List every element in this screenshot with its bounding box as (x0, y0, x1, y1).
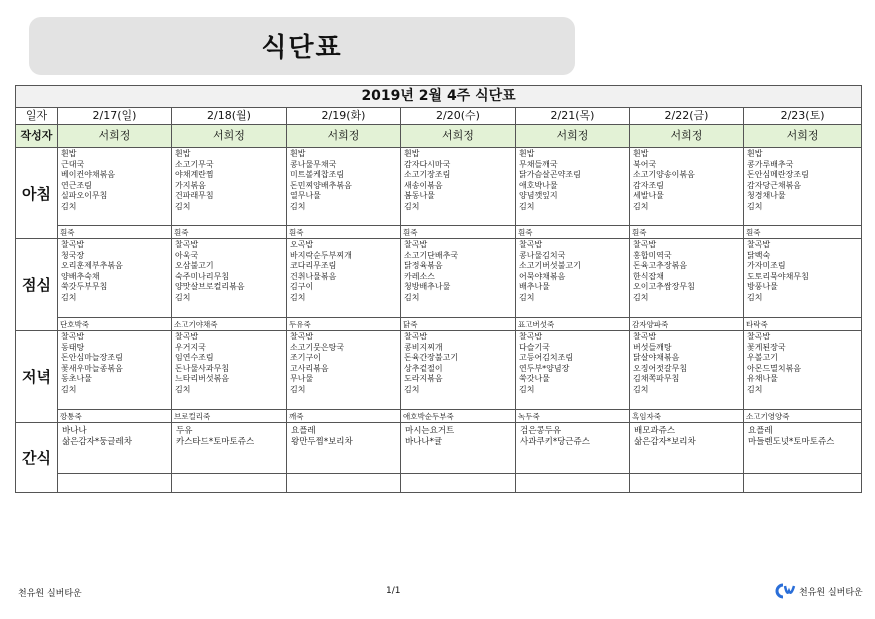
dinner_extra-row (16, 410, 862, 423)
menu-item: 찰곡밥 (290, 332, 314, 341)
menu-item: 소고기양송이볶음 (633, 170, 695, 180)
menu-item: 무나물 (290, 374, 314, 384)
porridge-cell: 소고기영양죽 (744, 410, 862, 423)
writer-cell: 서희정 (744, 125, 862, 148)
title-banner (29, 17, 575, 75)
menu-item: 감자다시마국 (404, 159, 451, 169)
menu-item: 찰곡밥 (61, 332, 85, 341)
menu-item: 유채나물 (747, 374, 778, 384)
menu-item: 숙주미나리무침 (175, 271, 230, 281)
menu-item: 찰곡밥 (519, 332, 543, 341)
menu-item: 닭살야채볶음 (633, 353, 680, 363)
dinner-menu-cell (172, 331, 287, 410)
menu-item: 콩나물무채국 (290, 159, 337, 169)
writer-row (16, 125, 862, 148)
blank-cell (172, 474, 287, 493)
dinner-label: 저녁 (16, 331, 58, 423)
porridge-cell: 두유죽 (287, 318, 401, 331)
brand-icon (774, 582, 796, 600)
menu-item: 김치 (175, 201, 191, 211)
menu-item: 우거지국 (175, 342, 206, 352)
dinner-menu-cell (744, 331, 862, 410)
menu-item: 돈안심마늘장조림 (61, 353, 123, 363)
blank-cell (516, 474, 630, 493)
porridge-cell: 애호박순두부죽 (401, 410, 516, 423)
snack-row (16, 423, 862, 474)
menu-item: 흰밥 (633, 149, 649, 158)
writer-cell: 서희정 (287, 125, 401, 148)
dinner-menu-cell (516, 331, 630, 410)
snack-item: 요플레 (291, 426, 316, 436)
menu-item: 임연수조림 (175, 353, 214, 363)
snack-cell (172, 423, 287, 474)
breakfast-menu-cell (630, 148, 744, 226)
menu-item: 방풍나물 (747, 282, 778, 292)
snack-item: 검은콩두유 (520, 426, 562, 436)
breakfast-menu-cell (287, 148, 401, 226)
snack-item: 바나나 (62, 426, 87, 436)
menu-item: 돈나물사과무침 (175, 363, 230, 373)
menu-item: 소고기단배추국 (404, 250, 459, 260)
blank-cell (630, 474, 744, 493)
dinner-menu-cell (58, 331, 172, 410)
menu-item: 찰곡밥 (633, 240, 657, 249)
menu-item: 감자당근채볶음 (747, 180, 802, 190)
breakfast-menu-cell (58, 148, 172, 226)
lunch-menu-cell (287, 239, 401, 318)
breakfast-menu-cell (516, 148, 630, 226)
menu-item: 콩가루배추국 (747, 159, 794, 169)
porridge-cell: 흰죽 (287, 226, 401, 239)
snack-cell (516, 423, 630, 474)
menu-item: 닭정육볶음 (404, 261, 443, 271)
menu-item: 김치 (519, 292, 535, 302)
menu-item: 찰곡밥 (519, 240, 543, 249)
snack-cell (630, 423, 744, 474)
menu-item: 오곡밥 (290, 240, 314, 249)
menu-item: 김치 (290, 292, 306, 302)
menu-item: 연근조림 (61, 180, 92, 190)
menu-item: 조기구이 (290, 353, 321, 363)
day-label: 일자 (16, 108, 58, 125)
menu-item: 찰곡밥 (175, 332, 199, 341)
menu-item: 아욱국 (175, 250, 199, 260)
menu-item: 버섯들깨탕 (633, 342, 672, 352)
menu-item: 찰곡밥 (404, 332, 428, 341)
snack-item: 마들렌도넛*토마토쥬스 (748, 437, 835, 447)
writer-cell: 서희정 (516, 125, 630, 148)
porridge-cell: 흰죽 (516, 226, 630, 239)
lunch-menu-cell (58, 239, 172, 318)
menu-item: 김치 (519, 201, 535, 211)
menu-item: 찰곡밥 (747, 240, 771, 249)
menu-item: 김치 (633, 201, 649, 211)
menu-item: 오리훈제부추볶음 (61, 261, 123, 271)
menu-item: 흰밥 (175, 149, 191, 158)
menu-item: 아몬드멸치볶음 (747, 363, 802, 373)
menu-item: 한식잡채 (633, 271, 664, 281)
menu-item: 근대국 (61, 159, 85, 169)
menu-item: 김구이 (290, 282, 314, 292)
menu-item: 양맛살브로컬리볶음 (175, 282, 245, 292)
writer-label: 작성자 (16, 125, 58, 148)
lunch-menu-cell (401, 239, 516, 318)
menu-item: 건취나물볶음 (290, 271, 337, 281)
snack-cell (58, 423, 172, 474)
menu-item: 쑥갓나물 (519, 374, 550, 384)
lunch-menu-cell (172, 239, 287, 318)
menu-item: 다슬기국 (519, 342, 550, 352)
menu-item: 닭백숙 (747, 250, 771, 260)
menu-item: 김치 (633, 384, 649, 394)
menu-item: 콩비지찌개 (404, 342, 443, 352)
porridge-cell: 단호박죽 (58, 318, 172, 331)
menu-item: 청방배추나물 (404, 282, 451, 292)
snack-item: 왕만두찜*보리차 (291, 437, 353, 447)
lunch_extra-row (16, 318, 862, 331)
snack-blank-row (16, 474, 862, 493)
menu-item: 양배추숙채 (61, 271, 100, 281)
lunch-menu-cell (744, 239, 862, 318)
porridge-cell: 흰죽 (744, 226, 862, 239)
snack-item: 마시는요거트 (405, 426, 455, 436)
menu-item: 소고기무국 (175, 159, 214, 169)
menu-table (15, 85, 862, 493)
porridge-cell: 깡통죽 (58, 410, 172, 423)
porridge-cell: 표고버섯죽 (516, 318, 630, 331)
breakfast-menu-cell (401, 148, 516, 226)
menu-item: 찰곡밥 (633, 332, 657, 341)
menu-item: 김치 (404, 201, 420, 211)
lunch-menu-cell (516, 239, 630, 318)
menu-item: 김치 (175, 384, 191, 394)
snack-cell (744, 423, 862, 474)
menu-item: 열무나물 (290, 191, 321, 201)
writer-cell: 서희정 (630, 125, 744, 148)
snack-item: 카스타드*토마토쥬스 (176, 437, 255, 447)
breakfast-row (16, 148, 862, 226)
menu-item: 콩나물김치국 (519, 250, 566, 260)
menu-item: 쑥갓두부무침 (61, 282, 108, 292)
menu-item: 찰곡밥 (61, 240, 85, 249)
menu-item: 북어국 (633, 159, 657, 169)
menu-item: 감자조림 (633, 180, 664, 190)
menu-item: 흰밥 (404, 149, 420, 158)
menu-item: 찰곡밥 (404, 240, 428, 249)
menu-item: 꽃게된장국 (747, 342, 786, 352)
day-header: 2/23(토) (744, 108, 862, 125)
porridge-cell: 흑임자죽 (630, 410, 744, 423)
porridge-cell: 흰죽 (630, 226, 744, 239)
blank-cell (287, 474, 401, 493)
porridge-cell: 깨죽 (287, 410, 401, 423)
writer-cell: 서희정 (58, 125, 172, 148)
menu-item: 바지락순두부찌개 (290, 250, 352, 260)
menu-item: 고등어김치조림 (519, 353, 574, 363)
snack-item: 삶은감자*둥글레차 (62, 437, 132, 447)
menu-item: 우볼고기 (747, 353, 778, 363)
day-header: 2/17(일) (58, 108, 172, 125)
snack-item: 배모과쥬스 (634, 426, 676, 436)
menu-item: 청국장 (61, 250, 85, 260)
page-title: 식단표 (261, 33, 343, 63)
brand-name: 천유원 실버타운 (799, 587, 863, 598)
blank-cell (58, 474, 172, 493)
lunch-row (16, 239, 862, 318)
menu-item: 돈육고추장볶음 (633, 261, 688, 271)
menu-item: 소고기버섯불고기 (519, 261, 581, 271)
menu-item: 김치 (747, 384, 763, 394)
porridge-cell: 감자양파죽 (630, 318, 744, 331)
menu-item: 김치 (61, 201, 77, 211)
menu-item: 고사리볶음 (290, 363, 329, 373)
menu-item: 새송이볶음 (404, 180, 443, 190)
day-header: 2/19(화) (287, 108, 401, 125)
menu-item: 동태탕 (61, 342, 85, 352)
page-number: 1/1 (386, 586, 401, 596)
menu-item: 도토리묵야채무침 (747, 271, 809, 281)
lunch-label: 점심 (16, 239, 58, 331)
day-header: 2/20(수) (401, 108, 516, 125)
dinner-row (16, 331, 862, 410)
menu-item: 세발나물 (633, 191, 664, 201)
menu-item: 실파오이무침 (61, 191, 108, 201)
menu-item: 돈민찌양배추볶음 (290, 180, 352, 190)
dinner-menu-cell (630, 331, 744, 410)
menu-item: 오이고추쌈장무침 (633, 282, 695, 292)
menu-item: 김치 (404, 384, 420, 394)
breakfast-menu-cell (172, 148, 287, 226)
porridge-cell: 타락죽 (744, 318, 862, 331)
menu-item: 베이컨야채볶음 (61, 170, 116, 180)
menu-item: 김치 (747, 201, 763, 211)
menu-item: 닭가슴살곤약조림 (519, 170, 581, 180)
menu-item: 소고기뭇은탕국 (290, 342, 345, 352)
writer-cell: 서희정 (172, 125, 287, 148)
menu-item: 김치 (633, 292, 649, 302)
writer-cell: 서희정 (401, 125, 516, 148)
menu-item: 코다리무조림 (290, 261, 337, 271)
menu-item: 흰밥 (290, 149, 306, 158)
menu-item: 흰밥 (61, 149, 77, 158)
snack-item: 바나나*귤 (405, 437, 443, 447)
menu-item: 찰곡밥 (747, 332, 771, 341)
snack-cell (401, 423, 516, 474)
menu-item: 느타리버섯볶음 (175, 374, 230, 384)
menu-item: 돈안심메란장조림 (747, 170, 809, 180)
menu-item: 흰밥 (519, 149, 535, 158)
snack-label: 간식 (16, 423, 58, 493)
lunch-menu-cell (630, 239, 744, 318)
menu-item: 봄동나물 (404, 191, 435, 201)
menu-item: 가자미조림 (747, 261, 786, 271)
menu-item: 흰밥 (747, 149, 763, 158)
day-header: 2/21(목) (516, 108, 630, 125)
porridge-cell: 녹두죽 (516, 410, 630, 423)
blank-cell (744, 474, 862, 493)
menu-item: 김치 (175, 292, 191, 302)
dinner-menu-cell (287, 331, 401, 410)
menu-item: 오징어젓갈무침 (633, 363, 688, 373)
snack-item: 요플레 (748, 426, 773, 436)
menu-item: 건파래무침 (175, 191, 214, 201)
snack-item: 삶은감자*보리차 (634, 437, 696, 447)
menu-item: 카레소스 (404, 271, 435, 281)
porridge-cell: 흰죽 (58, 226, 172, 239)
footer-org: 천유원 실버타운 (18, 589, 82, 599)
menu-item: 도라지볶음 (404, 374, 443, 384)
menu-item: 김치 (61, 292, 77, 302)
porridge-cell: 흰죽 (172, 226, 287, 239)
menu-item: 김채쪽파무침 (633, 374, 680, 384)
menu-item: 김치 (404, 292, 420, 302)
menu-item: 홍합미역국 (633, 250, 672, 260)
porridge-cell: 닭죽 (401, 318, 516, 331)
day-header: 2/22(금) (630, 108, 744, 125)
menu-item: 김치 (290, 201, 306, 211)
blank-cell (401, 474, 516, 493)
breakfast-label: 아침 (16, 148, 58, 239)
menu-item: 김치 (519, 384, 535, 394)
dinner-menu-cell (401, 331, 516, 410)
menu-item: 동초나물 (61, 374, 92, 384)
breakfast-menu-cell (744, 148, 862, 226)
menu-item: 미트볼케찹조림 (290, 170, 345, 180)
menu-item: 상추겉절이 (404, 363, 443, 373)
menu-item: 찰곡밥 (175, 240, 199, 249)
day-header-row (16, 108, 862, 125)
menu-item: 가지볶음 (175, 180, 206, 190)
menu-item: 오삼불고기 (175, 261, 214, 271)
menu-item: 꽃새우마늘종볶음 (61, 363, 123, 373)
brand-logo (774, 582, 863, 600)
snack-item: 두유 (176, 426, 193, 436)
menu-item: 배추나물 (519, 282, 550, 292)
menu-item: 야채계란찜 (175, 170, 214, 180)
menu-item: 양념깻잎지 (519, 191, 558, 201)
menu-item: 소고기장조림 (404, 170, 451, 180)
menu-item: 무채들깨국 (519, 159, 558, 169)
snack-cell (287, 423, 401, 474)
menu-item: 김치 (61, 384, 77, 394)
day-header: 2/18(월) (172, 108, 287, 125)
menu-item: 애호박나물 (519, 180, 558, 190)
snack-item: 사과쿠키*당근쥬스 (520, 437, 590, 447)
menu-item: 김치 (747, 292, 763, 302)
porridge-cell: 흰죽 (401, 226, 516, 239)
menu-item: 돈육간장불고기 (404, 353, 459, 363)
porridge-cell: 소고기야채죽 (172, 318, 287, 331)
menu-item: 어묵야채볶음 (519, 271, 566, 281)
menu-item: 연두부*양념장 (519, 363, 570, 373)
menu-item: 김치 (290, 384, 306, 394)
menu-item: 청경채나물 (747, 191, 786, 201)
porridge-cell: 브로컬리죽 (172, 410, 287, 423)
table-title: 2019년 2월 4주 식단표 (16, 86, 862, 108)
breakfast_extra-row (16, 226, 862, 239)
